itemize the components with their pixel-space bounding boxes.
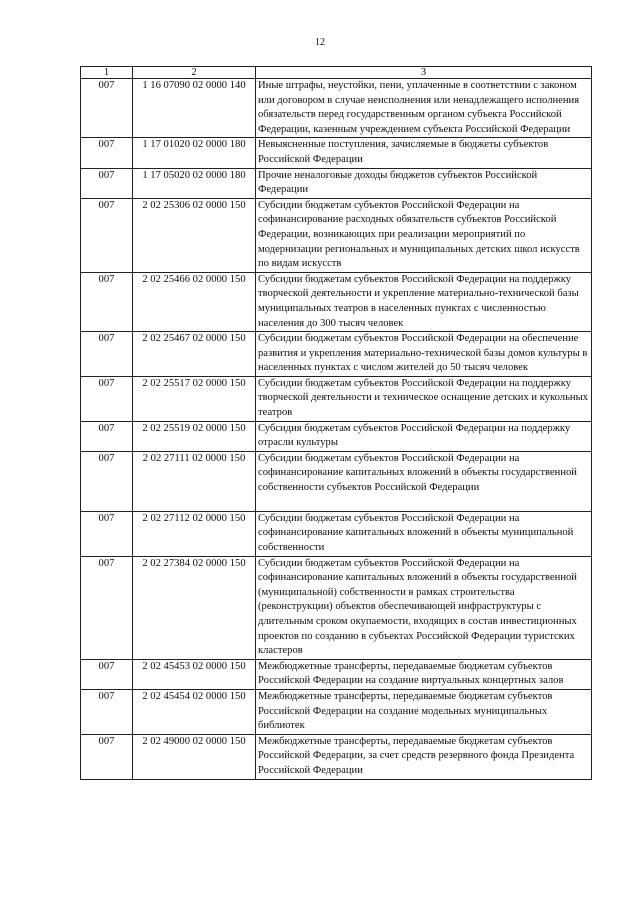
kbk-code-cell: 1 17 01020 02 0000 180 bbox=[133, 138, 256, 168]
kbk-code-cell: 2 02 25467 02 0000 150 bbox=[133, 332, 256, 377]
kbk-code-cell: 2 02 27111 02 0000 150 bbox=[133, 451, 256, 511]
column-header-1: 1 bbox=[81, 67, 133, 79]
budget-revenue-table bbox=[80, 66, 592, 780]
page-number: 12 bbox=[315, 37, 325, 48]
description-cell: Субсидии бюджетам субъектов Российской Федерации на софинансирование капитальных вложений в объекты государственной собственности субъектов Российской Федерации bbox=[256, 451, 592, 511]
table-row bbox=[81, 376, 592, 421]
admin-code-cell: 007 bbox=[81, 451, 133, 511]
column-header-3: 3 bbox=[256, 67, 592, 79]
description-cell: Субсидии бюджетам субъектов Российской Федерации на софинансирование капитальных вложений в объекты государственной (муниципальной) собственности в рамках строительства (реконструкции) объектов обеспечивающей инфраструктуры с длительным сроком окупаемости, входящих в состав инвестиционных проектов по созданию в субъектах Российской Федерации туристских кластеров bbox=[256, 556, 592, 659]
table-row bbox=[81, 689, 592, 734]
description-cell: Субсидия бюджетам субъектов Российской Федерации на поддержку отрасли культуры bbox=[256, 421, 592, 451]
kbk-code-cell: 2 02 27384 02 0000 150 bbox=[133, 556, 256, 659]
kbk-code-cell: 2 02 25519 02 0000 150 bbox=[133, 421, 256, 451]
table-row bbox=[81, 451, 592, 511]
admin-code-cell: 007 bbox=[81, 659, 133, 689]
table-row bbox=[81, 332, 592, 377]
kbk-code-cell: 1 17 05020 02 0000 180 bbox=[133, 168, 256, 198]
kbk-code-cell: 2 02 25466 02 0000 150 bbox=[133, 272, 256, 331]
description-cell: Прочие неналоговые доходы бюджетов субъектов Российской Федерации bbox=[256, 168, 592, 198]
table-row bbox=[81, 272, 592, 331]
kbk-code-cell: 1 16 07090 02 0000 140 bbox=[133, 79, 256, 138]
table-row bbox=[81, 421, 592, 451]
description-cell: Невыясненные поступления, зачисляемые в бюджеты субъектов Российской Федерации bbox=[256, 138, 592, 168]
kbk-code-cell: 2 02 25306 02 0000 150 bbox=[133, 198, 256, 272]
description-cell: Субсидии бюджетам субъектов Российской Федерации на обеспечение развития и укрепления материально-технической базы домов культуры в населенных пунктах с числом жителей до 50 тысяч человек bbox=[256, 332, 592, 377]
admin-code-cell: 007 bbox=[81, 376, 133, 421]
kbk-code-cell: 2 02 45453 02 0000 150 bbox=[133, 659, 256, 689]
admin-code-cell: 007 bbox=[81, 332, 133, 377]
admin-code-cell: 007 bbox=[81, 168, 133, 198]
admin-code-cell: 007 bbox=[81, 556, 133, 659]
description-cell: Межбюджетные трансферты, передаваемые бюджетам субъектов Российской Федерации на создание виртуальных концертных залов bbox=[256, 659, 592, 689]
admin-code-cell: 007 bbox=[81, 198, 133, 272]
description-cell: Иные штрафы, неустойки, пени, уплаченные в соответствии с законом или договором в случае неисполнения или ненадлежащего исполнения обязательств перед государственным органом субъекта Российской Федерации, казенным учреждением субъекта Российской Федерации bbox=[256, 79, 592, 138]
admin-code-cell: 007 bbox=[81, 421, 133, 451]
description-cell: Межбюджетные трансферты, передаваемые бюджетам субъектов Российской Федерации на создание модельных муниципальных библиотек bbox=[256, 689, 592, 734]
column-header-2: 2 bbox=[133, 67, 256, 79]
description-cell: Субсидии бюджетам субъектов Российской Федерации на софинансирование капитальных вложений в объекты муниципальной собственности bbox=[256, 511, 592, 556]
table-row bbox=[81, 659, 592, 689]
admin-code-cell: 007 bbox=[81, 689, 133, 734]
table-row bbox=[81, 168, 592, 198]
description-cell: Субсидии бюджетам субъектов Российской Федерации на поддержку творческой деятельности и укрепление материально-технической базы муниципальных театров в населенных пунктах с численностью населения до 300 тысяч человек bbox=[256, 272, 592, 331]
kbk-code-cell: 2 02 25517 02 0000 150 bbox=[133, 376, 256, 421]
table-header-row bbox=[81, 67, 592, 79]
admin-code-cell: 007 bbox=[81, 734, 133, 779]
table-row bbox=[81, 79, 592, 138]
table-row bbox=[81, 556, 592, 659]
description-cell: Субсидии бюджетам субъектов Российской Федерации на софинансирование расходных обязательств субъектов Российской Федерации, возникающих при реализации мероприятий по модернизации региональных и муниципальных детских школ искусств по видам искусств bbox=[256, 198, 592, 272]
description-cell: Межбюджетные трансферты, передаваемые бюджетам субъектов Российской Федерации, за счет средств резервного фонда Президента Российской Федерации bbox=[256, 734, 592, 779]
kbk-code-cell: 2 02 27112 02 0000 150 bbox=[133, 511, 256, 556]
table-row bbox=[81, 198, 592, 272]
admin-code-cell: 007 bbox=[81, 511, 133, 556]
admin-code-cell: 007 bbox=[81, 138, 133, 168]
table-row bbox=[81, 734, 592, 779]
table-row bbox=[81, 511, 592, 556]
table-row bbox=[81, 138, 592, 168]
admin-code-cell: 007 bbox=[81, 79, 133, 138]
kbk-code-cell: 2 02 49000 02 0000 150 bbox=[133, 734, 256, 779]
kbk-code-cell: 2 02 45454 02 0000 150 bbox=[133, 689, 256, 734]
admin-code-cell: 007 bbox=[81, 272, 133, 331]
description-cell: Субсидии бюджетам субъектов Российской Федерации на поддержку творческой деятельности и техническое оснащение детских и кукольных театров bbox=[256, 376, 592, 421]
